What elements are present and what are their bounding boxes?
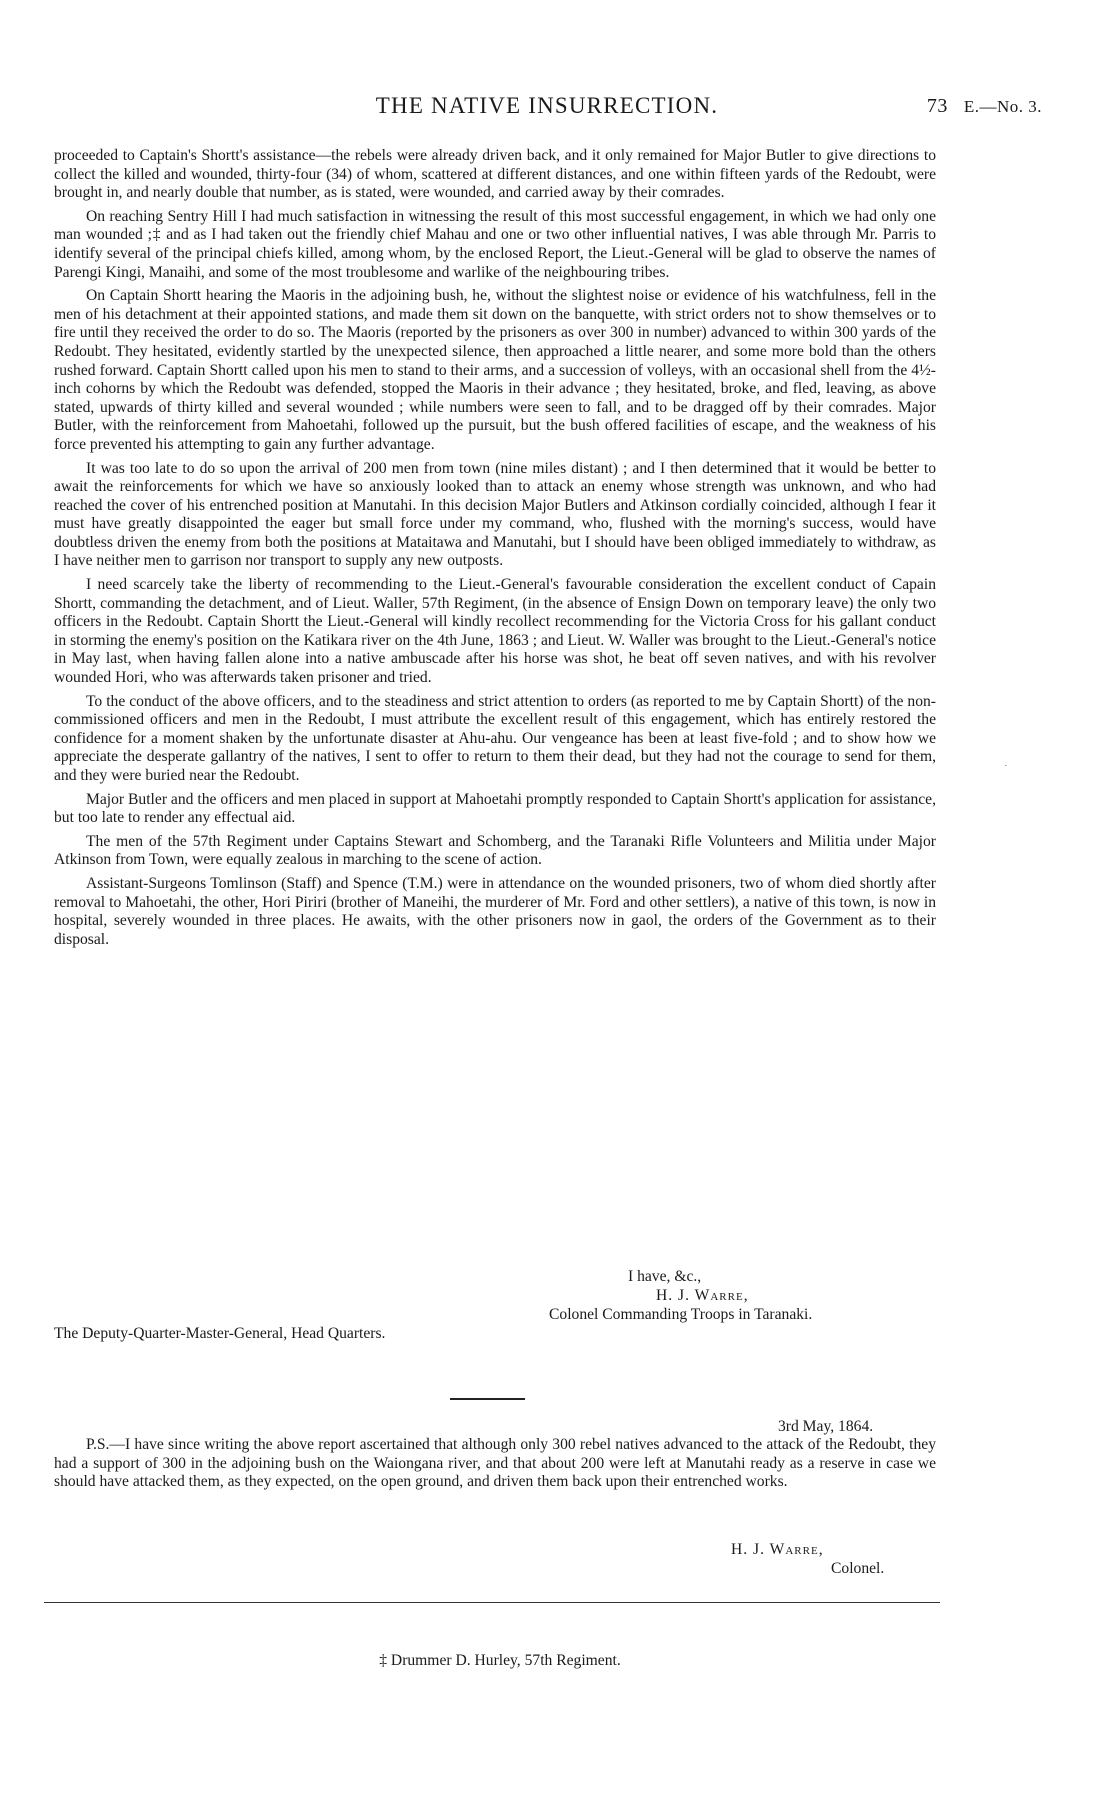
- postscript-text: P.S.—I have since writing the above report ascertained that although only 300 rebel natives advanced to the attack of the Redoubt, they had a support of 300 in the adjoining bush on the Waiongana river, and that about 200 were left at Manutahi ready as a reserve in case we should have attacked them, as they expected, on the open ground, and driven them back upon their entrenched works.: [54, 1436, 936, 1491]
- paragraph-7: Major Butler and the officers and men placed in support at Mahoetahi promptly responded to Captain Shortt's application for assistance, but too late to render any effectual aid.: [54, 790, 936, 827]
- page-header: [52, 93, 1042, 125]
- closing-title: Colonel Commanding Troops in Taranaki.: [549, 1306, 813, 1323]
- postscript: [54, 1436, 936, 1492]
- page-number-block: [927, 95, 1042, 118]
- paragraph-5: I need scarcely take the liberty of recommending to the Lieut.-General's favourable consideration the excellent conduct of Capain Shortt, commanding the detachment, and of Lieut. Waller, 57th Regiment, (in the absence of Ensign Down on temporary leave) the only two officers in the Redoubt. Captain Shortt the Lieut.-General will kindly recollect recommending for the Victoria Cross for his gallant conduct in storming the enemy's position on the Katikara river on the 4th June, 1863 ; and Lieut. W. Waller was brought to the Lieut.-General's notice in May last, when having fallen alone into a native ambuscade after his horse was shot, he beat off seven natives, and with his revolver wounded Hori, who was afterwards taken prisoner and tried.: [54, 576, 936, 687]
- paragraph-2: On reaching Sentry Hill I had much satisfaction in witnessing the result of this most successful engagement, in which we had only one man wounded ;‡ and as I had taken out the friendly chief Mahau and one or two other influential natives, I was able through Mr. Parris to identify several of the principal chiefs killed, among whom, by the enclosed Report, the Lieut.-General will be glad to observe the names of Parengi Kingi, Manaihi, and some of the most troublesome and warlike of the neighbouring tribes.: [54, 207, 936, 281]
- margin-mark: ·: [1004, 760, 1008, 772]
- page-number: 73: [926, 95, 948, 117]
- paragraph-6: To the conduct of the above officers, and to the steadiness and strict attention to orders (as reported to me by Captain Shortt) of the non-commissioned officers and men in the Redoubt, I must attribute the excellent result of this engagement, which has entirely restored the confidence for a moment shaken by the unfortunate disaster at Ahu-ahu. Our vengeance has been at least five-fold ; and to show how we appreciate the desperate gallantry of the natives, I sent to offer to return to them their dead, but they had not the courage to send for them, and they were buried near the Redoubt.: [54, 692, 936, 784]
- paragraph-9: Assistant-Surgeons Tomlinson (Staff) and Spence (T.M.) were in attendance on the wounded prisoners, two of whom died shortly after removal to Mahoetahi, the other, Hori Piriri (brother of Maneihi, the murderer of Mr. Ford and other settlers), a native of this town, is now in hospital, severely wounded in three places. He awaits, with the other prisoners now in gaol, the orders of the Government as to their disposal.: [54, 874, 936, 948]
- paragraph-4: It was too late to do so upon the arrival of 200 men from town (nine miles distant) ; and I then determined that it would be better to await the reinforcements for which we have so anxiously looked than to attack an enemy whose strength was unknown, and who had reached the cover of his entrenched position at Manutahi. In this decision Major Butlers and Atkinson cordially coincided, although I fear it must have greatly disappointed the eager but small force under my command, who, flushed with the morning's success, would have doubtless driven the enemy from both the positions at Mataitawa and Manutahi, but I should have been obliged immediately to withdraw, as I have neither men to garrison nor transport to supply any new outposts.: [54, 459, 936, 570]
- postscript-date: 3rd May, 1864.: [778, 1418, 874, 1435]
- footnote-divider: [44, 1602, 940, 1603]
- postscript-rank: Colonel.: [831, 1560, 885, 1577]
- paragraph-8: The men of the 57th Regiment under Captains Stewart and Schomberg, and the Taranaki Rifle Volunteers and Militia under Major Atkinson from Town, were equally zealous in marching to the scene of action.: [54, 832, 936, 869]
- document-reference: E.—No. 3.: [963, 97, 1042, 116]
- closing-signature: H. J. Warre,: [656, 1287, 749, 1304]
- footnote: ‡ Drummer D. Hurley, 57th Regiment.: [379, 1652, 621, 1669]
- paragraph-1: proceeded to Captain's Shortt's assistance—the rebels were already driven back, and it only remained for Major Butler to give directions to collect the killed and wounded, thirty-four (34) of whom, scattered at different distances, and one within fifteen yards of the Redoubt, were brought in, and nearly double that number, as is stated, were wounded, and carried away by their comrades.: [54, 147, 936, 202]
- page-title: THE NATIVE INSURRECTION.: [375, 93, 719, 118]
- section-divider: [450, 1398, 525, 1400]
- report-body: [54, 147, 936, 954]
- closing-salutation: I have, &c.,: [628, 1268, 702, 1285]
- closing-addressee: The Deputy-Quarter-Master-General, Head Quarters.: [54, 1325, 386, 1342]
- paragraph-3: On Captain Shortt hearing the Maoris in the adjoining bush, he, without the slightest noise or evidence of his watchfulness, fell in the men of his detachment at their appointed stations, and made them sit down on the banquette, with strict orders not to show themselves or to fire until they received the order to do so. The Maoris (reported by the prisoners as over 300 in number) advanced to within 300 yards of the Redoubt. They hesitated, evidently startled by the unexpected silence, then approached a little nearer, and some more bold than the others rushed forward. Captain Shortt called upon his men to stand to their arms, and a succession of volleys, with an occasional shell from the 4½-inch cohorns by which the Redoubt was defended, stopped the Maoris in their advance ; they hesitated, broke, and fled, leaving, as above stated, upwards of thirty killed and several wounded ; while numbers were seen to fall, and to be dragged off by their comrades. Major Butler, with the reinforcement from Mahoetahi, followed up the pursuit, but the bush offered facilities of escape, and the weakness of his force prevented his attempting to gain any further advantage.: [54, 287, 936, 453]
- postscript-signature: H. J. Warre,: [731, 1541, 824, 1558]
